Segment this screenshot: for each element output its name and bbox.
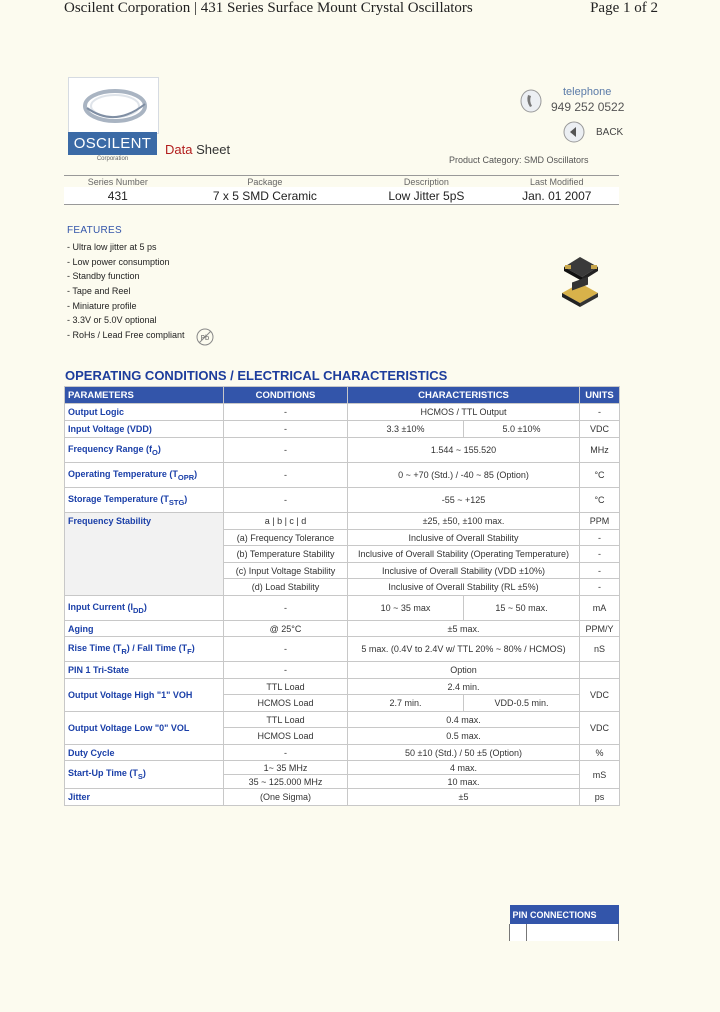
oscilent-logo[interactable]: [68, 77, 157, 163]
jitter-value: 5: [463, 792, 469, 802]
char-cell: 0.4 max.: [348, 712, 580, 728]
series-header-number: Series Number: [64, 176, 172, 188]
char-cell: 10 ~ 35 max: [348, 596, 464, 621]
table-row: [65, 789, 620, 806]
feature-item: - Standby function: [67, 271, 140, 282]
param-text: ): [157, 443, 161, 454]
cond-cell: a | b | c | d: [224, 513, 348, 530]
cond-cell: -: [224, 421, 348, 438]
series-description: Low Jitter 5pS: [358, 187, 494, 205]
param-output-voltage-high: Output Voltage High "1" VOH: [65, 679, 224, 712]
feature-item: - Miniature profile: [67, 300, 137, 311]
char-cell: Inclusive of Overall Stability: [348, 530, 580, 546]
param-input-current: [65, 596, 224, 621]
page-number: Page 1 of 2: [590, 0, 658, 16]
param-text: Operating Temperature (T: [68, 468, 178, 479]
param-text: Storage Temperature (T: [68, 493, 169, 504]
param-subscript: OPR: [177, 472, 195, 482]
col-header-parameters: PARAMETERS: [65, 387, 224, 404]
cond-cell: -: [224, 463, 348, 488]
param-subscript: STG: [168, 497, 185, 507]
cond-cell: 1~ 35 MHz: [224, 761, 348, 775]
param-text: Rise Time (T: [68, 642, 122, 653]
char-cell: 15 ~ 50 max.: [464, 596, 580, 621]
cond-cell: -: [224, 404, 348, 421]
char-cell: Inclusive of Overall Stability (VDD ±10%): [348, 563, 580, 579]
param-text: ) / Fall Time (T: [126, 642, 188, 653]
cond-cell: -: [224, 596, 348, 621]
logo-ring-icon: [68, 77, 159, 134]
features-title: FEATURES: [67, 225, 122, 236]
feature-item: - RoHs / Lead Free compliant: [67, 330, 185, 341]
logo-wordmark: OSCILENT: [68, 132, 157, 155]
cond-cell: -: [224, 637, 348, 662]
param-frequency-range: [65, 438, 224, 463]
char-cell: VDD-0.5 min.: [464, 695, 580, 712]
data-sheet-label: [165, 142, 230, 157]
unit-cell: °C: [580, 488, 620, 513]
table-row: [65, 404, 620, 421]
char-cell: 4 max.: [348, 761, 580, 775]
unit-cell: -: [580, 563, 620, 579]
table-row: [65, 488, 620, 513]
unit-cell: -: [580, 546, 620, 563]
param-pin1-tristate: PIN 1 Tri-State: [65, 662, 224, 679]
unit-cell: VDC: [580, 421, 620, 438]
param-startup-time: [65, 761, 224, 789]
char-cell: 0.5 max.: [348, 728, 580, 745]
feature-item: - Low power consumption: [67, 256, 170, 267]
col-header-characteristics: CHARACTERISTICS: [348, 387, 580, 404]
char-cell: Option: [348, 662, 580, 679]
cond-cell: 35 ~ 125.000 MHz: [224, 775, 348, 789]
param-text: ): [143, 601, 147, 612]
table-row: [65, 745, 620, 761]
param-output-voltage-low: Output Voltage Low "0" VOL: [65, 712, 224, 745]
page-header-title: Oscilent Corporation | 431 Series Surface Mount Crystal Oscillators: [64, 0, 473, 16]
char-cell: 50 ±10 (Std.) / 50 ±5 (Option): [348, 745, 580, 761]
feature-item: - Tape and Reel: [67, 286, 131, 297]
param-operating-temperature: [65, 463, 224, 488]
unit-cell: VDC: [580, 712, 620, 745]
cond-cell: -: [224, 745, 348, 761]
char-cell: 5.0 ±10%: [464, 421, 580, 438]
param-frequency-stability: Frequency Stability: [65, 513, 224, 596]
param-text: Frequency Range (f: [68, 443, 153, 454]
back-arrow-icon[interactable]: [563, 121, 585, 143]
cond-cell: (One Sigma): [224, 789, 348, 806]
table-row: [65, 513, 620, 530]
param-duty-cycle: Duty Cycle: [65, 745, 224, 761]
unit-cell: MHz: [580, 438, 620, 463]
table-row: [65, 421, 620, 438]
char-cell: 10 max.: [348, 775, 580, 789]
cond-cell: TTL Load: [224, 679, 348, 695]
cond-cell: @ 25°C: [224, 621, 348, 637]
cond-cell: (d) Load Stability: [224, 579, 348, 596]
series-package: 7 x 5 SMD Ceramic: [172, 187, 359, 205]
series-modified: Jan. 01 2007: [495, 187, 619, 205]
telephone-icon: [520, 89, 542, 113]
feature-item: - 3.3V or 5.0V optional: [67, 315, 157, 326]
cond-cell: HCMOS Load: [224, 728, 348, 745]
unit-cell: nS: [580, 637, 620, 662]
series-info-table: [64, 175, 619, 205]
char-cell: 1.544 ~ 155.520: [348, 438, 580, 463]
char-cell: ±5 max.: [348, 621, 580, 637]
param-storage-temperature: [65, 488, 224, 513]
param-rise-fall-time: [65, 637, 224, 662]
param-aging: Aging: [65, 621, 224, 637]
param-subscript: S: [137, 771, 143, 781]
cond-cell: TTL Load: [224, 712, 348, 728]
char-cell: 3.3 ±10%: [348, 421, 464, 438]
param-text: ): [142, 768, 146, 779]
cond-cell: -: [224, 662, 348, 679]
pin-cell: [510, 924, 527, 941]
unit-cell: ps: [580, 789, 620, 806]
series-number: 431: [64, 187, 172, 205]
cond-cell: (b) Temperature Stability: [224, 546, 348, 563]
table-row: [65, 637, 620, 662]
char-cell: 2.4 min.: [348, 679, 580, 695]
cond-cell: -: [224, 488, 348, 513]
pin-connections-title: PIN CONNECTIONS: [510, 905, 619, 924]
param-text: ): [191, 642, 195, 653]
col-header-units: UNITS: [580, 387, 620, 404]
cond-cell: -: [224, 438, 348, 463]
unit-cell: PPM/Y: [580, 621, 620, 637]
table-row: [65, 761, 620, 775]
pin-connections-table: [509, 905, 619, 941]
telephone-label: telephone: [563, 86, 612, 98]
data-sheet-word1: Data: [165, 142, 193, 157]
telephone-number[interactable]: 949 252 0522: [551, 100, 625, 114]
unit-cell: %: [580, 745, 620, 761]
param-subscript: DD: [133, 605, 144, 615]
table-row: [65, 712, 620, 728]
electrical-characteristics-table: [64, 386, 620, 806]
char-cell: HCMOS / TTL Output: [348, 404, 580, 421]
features-list: [67, 240, 185, 343]
pin-cell: [527, 924, 619, 941]
param-subscript: R: [121, 646, 127, 656]
unit-cell: mA: [580, 596, 620, 621]
table-row: [65, 662, 620, 679]
unit-cell: -: [580, 579, 620, 596]
unit-cell: -: [580, 404, 620, 421]
feature-item: - Ultra low jitter at 5 ps: [67, 242, 157, 252]
char-cell: ±25, ±50, ±100 max.: [348, 513, 580, 530]
table-row: [65, 679, 620, 695]
param-text: Start-Up Time (T: [68, 768, 138, 779]
char-cell: 0 ~ +70 (Std.) / -40 ~ 85 (Option): [348, 463, 580, 488]
table-row: [65, 596, 620, 621]
back-link[interactable]: BACK: [596, 127, 624, 138]
cond-cell: HCMOS Load: [224, 695, 348, 712]
param-input-voltage: Input Voltage (VDD): [65, 421, 224, 438]
cond-cell: (a) Frequency Tolerance: [224, 530, 348, 546]
table-row: [65, 463, 620, 488]
unit-cell: °C: [580, 463, 620, 488]
col-header-conditions: CONDITIONS: [224, 387, 348, 404]
logo-subtitle: Corporation: [96, 156, 129, 162]
char-cell: Inclusive of Overall Stability (Operating Temperature): [348, 546, 580, 563]
svg-text:Pb: Pb: [200, 334, 210, 342]
series-header-modified: Last Modified: [495, 176, 619, 188]
param-output-logic: Output Logic: [65, 404, 224, 421]
section-title: OPERATING CONDITIONS / ELECTRICAL CHARACTERISTICS: [65, 368, 448, 383]
char-cell: 2.7 min.: [348, 695, 464, 712]
unit-cell: mS: [580, 761, 620, 789]
oscillator-chip-image: [554, 253, 604, 308]
param-text: ): [184, 493, 188, 504]
data-sheet-word2: Sheet: [196, 142, 231, 157]
table-row: [65, 438, 620, 463]
char-cell: -55 ~ +125: [348, 488, 580, 513]
cond-cell: (c) Input Voltage Stability: [224, 563, 348, 579]
series-header-package: Package: [172, 176, 359, 188]
product-category: Product Category: SMD Oscillators: [449, 155, 589, 165]
lead-free-icon: [196, 328, 214, 346]
param-text: ): [194, 468, 198, 479]
table-row: [65, 621, 620, 637]
unit-cell: -: [580, 530, 620, 546]
unit-cell: PPM: [580, 513, 620, 530]
char-cell: Inclusive of Overall Stability (RL ±5%): [348, 579, 580, 596]
param-jitter: Jitter: [65, 789, 224, 806]
unit-cell: VDC: [580, 679, 620, 712]
series-header-description: Description: [358, 176, 494, 188]
param-subscript: O: [152, 447, 158, 457]
param-text: Input Current (I: [68, 601, 133, 612]
char-cell: 5 max. (0.4V to 2.4V w/ TTL 20% ~ 80% / HCMOS): [348, 637, 580, 662]
param-subscript: F: [187, 646, 192, 656]
unit-cell: [580, 662, 620, 679]
char-cell: ±5: [348, 789, 580, 806]
